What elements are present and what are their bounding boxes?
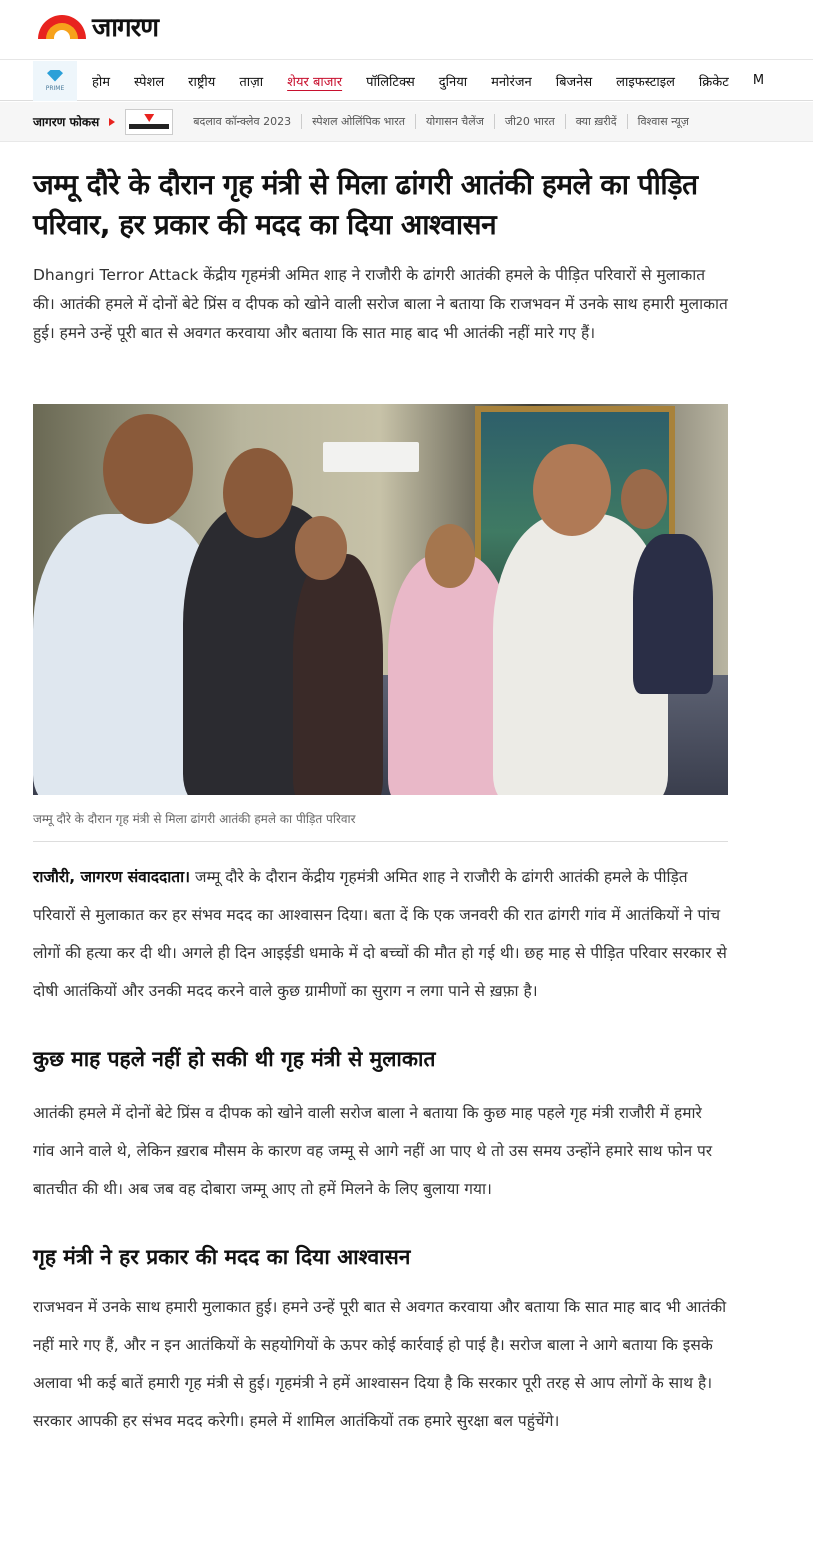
focus-items	[183, 114, 699, 129]
site-header	[0, 0, 813, 60]
person-head	[533, 444, 611, 536]
paragraph-text: जम्मू दौरे के दौरान केंद्रीय गृहमंत्री अमित शाह ने राजौरी के ढांगरी आतंकी हमले के पीड़ित परिवारों से मुलाकात कर हर संभव मदद का आश्वासन दिया। बता दें कि एक जनवरी की रात ढांगरी गांव में आतंकियों ने पांच लोगों की हत्या कर दी थी। अगले ही दिन आइईडी धमाके में दो बच्चों की मौत हो गई थी। छह माह से पीड़ित परिवार सरकार से दोषी आतंकियों और उनकी मदद करने वाले कुछ ग्रामीणों का सुराग न लगा पाने से ख़फ़ा है।	[33, 868, 727, 1000]
section-heading: गृह मंत्री ने हर प्रकार की मदद का दिया आश्वासन	[33, 1245, 411, 1269]
focus-bar	[0, 102, 813, 142]
nav-item-home[interactable]: होम	[92, 74, 111, 90]
diamond-icon	[47, 70, 63, 82]
focus-item[interactable]: विश्वास न्यूज़	[627, 114, 699, 129]
person-head	[295, 516, 347, 580]
focus-item[interactable]: क्या ख़रीदें	[565, 114, 627, 129]
sun-logo-icon	[38, 13, 86, 39]
article-headline: जम्मू दौरे के दौरान गृह मंत्री से मिला ढांगरी आतंकी हमले का पीड़ित परिवार, हर प्रकार की मदद का दिया आश्वासन	[33, 168, 698, 241]
logo-wordmark: जागरण	[92, 13, 159, 43]
article-body	[33, 858, 728, 1440]
prime-label: PRIME	[45, 84, 65, 92]
person-head	[621, 469, 667, 529]
nav-item-special[interactable]: स्पेशल	[134, 74, 165, 90]
article-paragraph: राजभवन में उनके साथ हमारी मुलाकात हुई। हमने उन्हें पूरी बात से अवगत करवाया और बताया कि सात माह बाद भी आतंकी नहीं मारे गए हैं, और न इन आतंकियों के सहयोगियों के ऊपर कोई कार्रवाई हो पाई है। सरोज बाला ने आगे बताया कि इसके अलावा भी कई बातें हमारी गृह मंत्री से हुई। गृहमंत्री ने हमें आश्वासन दिया है कि सरकार पूरी तरह से आप लोगों के साथ है। सरकार आपकी हर संभव मदद करेगी। हमले में शामिल आतंकियों तक हमारे सुरक्षा बल पहुंचेंगे।	[33, 1298, 727, 1430]
focus-label: जागरण फोकस	[33, 115, 100, 129]
focus-item[interactable]: स्पेशल ओलिंपिक भारत	[301, 114, 415, 129]
person-figure	[293, 554, 383, 795]
article-header	[33, 165, 728, 348]
person-head	[103, 414, 193, 524]
nav-item-lifestyle[interactable]: लाइफस्टाइल	[616, 74, 675, 90]
article-paragraph: आतंकी हमले में दोनों बेटे प्रिंस व दीपक को खोने वाली सरोज बाला ने बताया कि कुछ माह पहले गृह मंत्री राजौरी में हमारे गांव आने वाले थे, लेकिन ख़राब मौसम के कारण वह जम्मू से आगे नहीं आ पाए थे तो उस समय उन्होंने हमारे साथ फोन पर बातचीत की थी। अब जब वह दोबारा जम्मू आए तो हमें मिलने के लिए बुलाया गया।	[33, 1104, 713, 1198]
prime-button[interactable]	[33, 61, 77, 101]
nav-items	[92, 72, 788, 90]
person-head	[223, 448, 293, 538]
nav-item-politics[interactable]: पॉलिटिक्स	[366, 74, 415, 90]
nav-item-cricket[interactable]: क्रिकेट	[698, 74, 729, 90]
jagran-logo[interactable]	[38, 10, 158, 42]
nav-item-more[interactable]: M	[752, 73, 765, 88]
person-figure	[633, 534, 713, 694]
nav-item-entertainment[interactable]: मनोरंजन	[491, 74, 532, 90]
person-head	[425, 524, 475, 588]
focus-item[interactable]: योगासन चैलेंज	[415, 114, 494, 129]
nav-item-share-market[interactable]: शेयर बाजार	[287, 74, 343, 90]
article-summary: Dhangri Terror Attack केंद्रीय गृहमंत्री अमित शाह ने राजौरी के ढांगरी आतंकी हमले के पीड़ित परिवारों से मुलाकात की। आतंकी हमले में दोनों बेटे प्रिंस व दीपक को खोने वाली सरोज बाला ने बताया कि राजभवन में उनके साथ हमारी मुलाकात हुई। हमने उन्हें पूरी बात से अवगत करवाया और बताया कि सात माह बाद भी आतंकी नहीं मारे गए हैं।	[33, 266, 728, 342]
main-nav	[0, 61, 813, 101]
dateline: राजौरी, जागरण संवाददाता।	[33, 868, 191, 886]
nav-item-world[interactable]: दुनिया	[438, 74, 468, 90]
article-paragraph	[33, 858, 728, 1010]
section-heading: कुछ माह पहले नहीं हो सकी थी गृह मंत्री से मुलाकात	[33, 1047, 436, 1071]
article-photo[interactable]	[33, 404, 728, 795]
photo-caption: जम्मू दौरे के दौरान गृह मंत्री से मिला ढांगरी आतंकी हमले का पीड़ित परिवार	[33, 810, 728, 842]
nav-item-national[interactable]: राष्ट्रीय	[188, 74, 216, 90]
nav-item-business[interactable]: बिजनेस	[555, 74, 593, 90]
focus-item[interactable]: बदलाव कॉन्क्लेव 2023	[193, 115, 292, 128]
focus-badge-icon[interactable]	[125, 109, 173, 135]
play-arrow-icon	[109, 118, 115, 126]
air-conditioner	[323, 442, 419, 472]
focus-item[interactable]: जी20 भारत	[494, 114, 565, 129]
nav-item-latest[interactable]: ताज़ा	[239, 74, 264, 90]
